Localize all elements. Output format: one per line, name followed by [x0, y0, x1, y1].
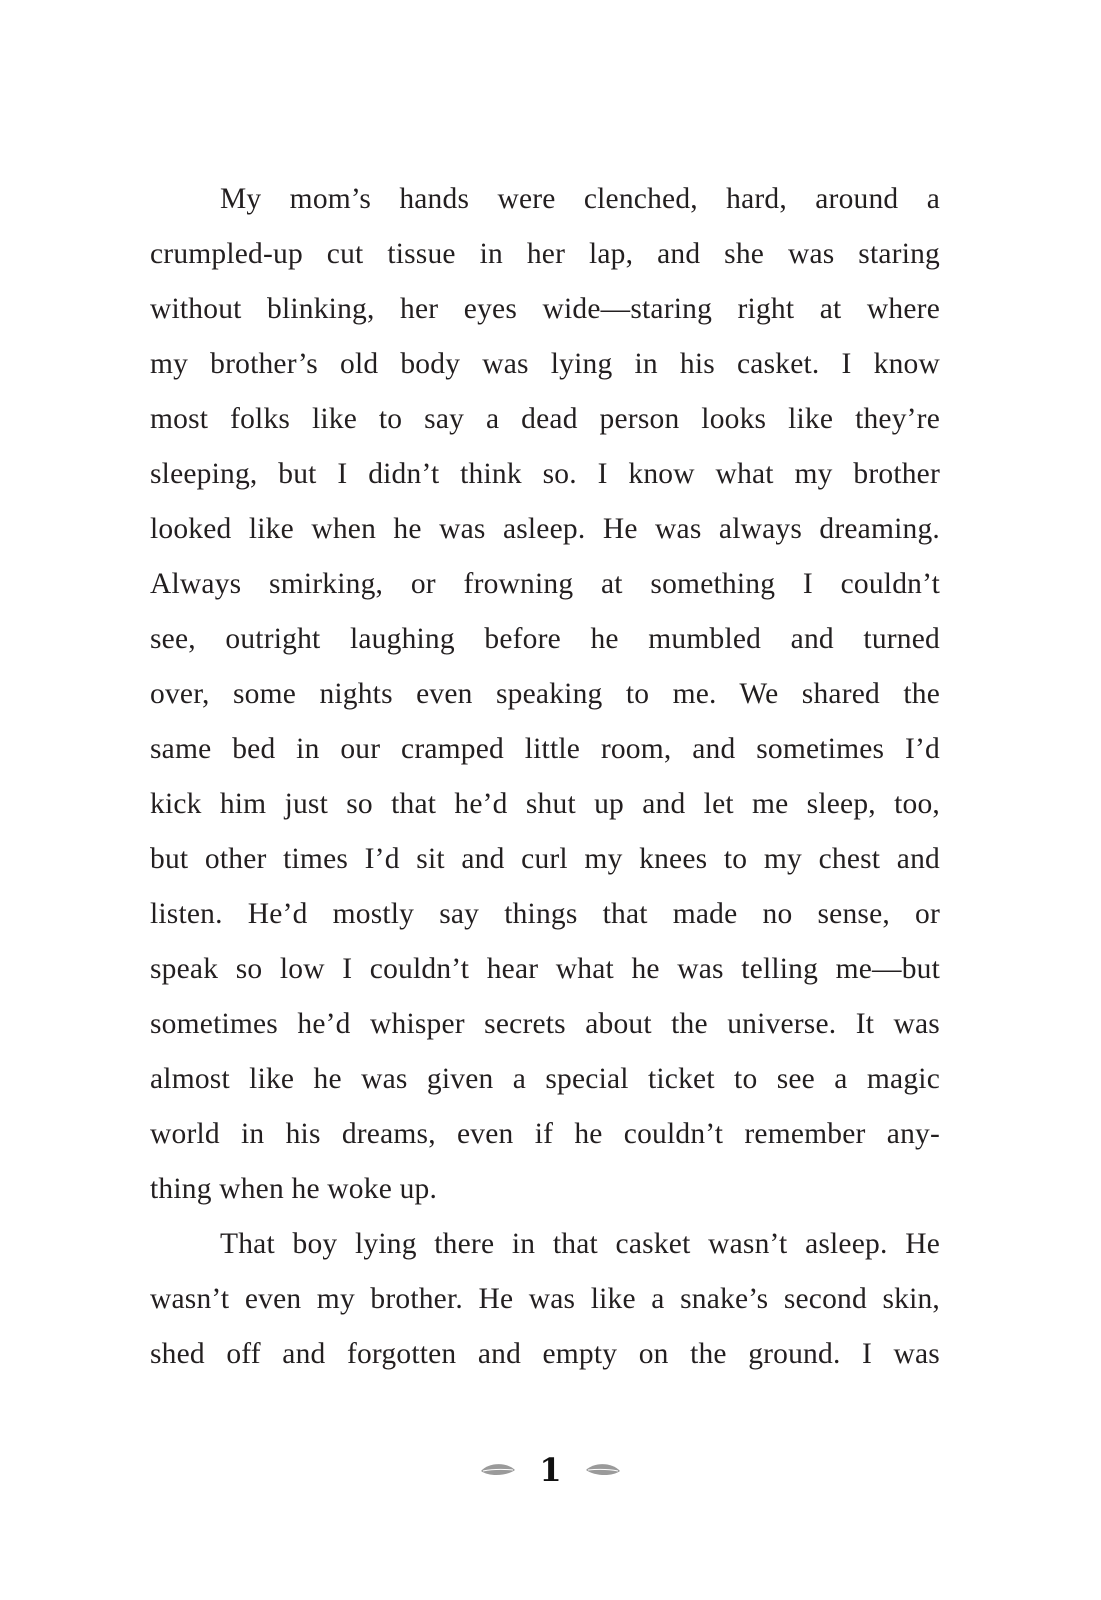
text-line: listen. He’d mostly say things that made no sense, or	[150, 898, 940, 930]
text-line: Always smirking, or frowning at something I couldn’t	[150, 568, 940, 600]
text-line: kick him just so that he’d shut up and let me sleep, too,	[150, 788, 940, 820]
paragraph	[150, 1217, 940, 1382]
text-line: without blinking, her eyes wide—staring right at where	[150, 293, 940, 325]
text-line: sleeping, but I didn’t think so. I know what my brother	[150, 458, 940, 490]
leaf-icon	[584, 1462, 622, 1478]
text-line: That boy lying there in that casket wasn’t asleep. He	[220, 1228, 940, 1260]
text-line: see, outright laughing before he mumbled and turned	[150, 623, 940, 655]
text-line: but other times I’d sit and curl my knees to my chest and	[150, 843, 940, 875]
text-line: My mom’s hands were clenched, hard, around a	[220, 183, 940, 215]
text-line: shed off and forgotten and empty on the ground. I was	[150, 1338, 940, 1370]
text-line: over, some nights even speaking to me. We shared the	[150, 678, 940, 710]
text-line: most folks like to say a dead person looks like they’re	[150, 403, 940, 435]
text-line: my brother’s old body was lying in his casket. I know	[150, 348, 940, 380]
text-line: looked like when he was asleep. He was always dreaming.	[150, 513, 940, 545]
leaf-icon	[479, 1462, 517, 1478]
paragraph	[150, 172, 940, 1217]
text-line: world in his dreams, even if he couldn’t remember any-	[150, 1118, 940, 1150]
text-line: crumpled-up cut tissue in her lap, and she was staring	[150, 238, 940, 270]
text-line: speak so low I couldn’t hear what he was telling me—but	[150, 953, 940, 985]
body-text	[150, 172, 940, 1382]
page-footer	[0, 1448, 1101, 1492]
text-line: thing when he woke up.	[150, 1173, 438, 1205]
text-line: same bed in our cramped little room, and sometimes I’d	[150, 733, 940, 765]
page-number: 1	[539, 1451, 562, 1489]
text-line: sometimes he’d whisper secrets about the universe. It was	[150, 1008, 940, 1040]
text-line: wasn’t even my brother. He was like a snake’s second skin,	[150, 1283, 940, 1315]
text-line: almost like he was given a special ticket to see a magic	[150, 1063, 940, 1095]
